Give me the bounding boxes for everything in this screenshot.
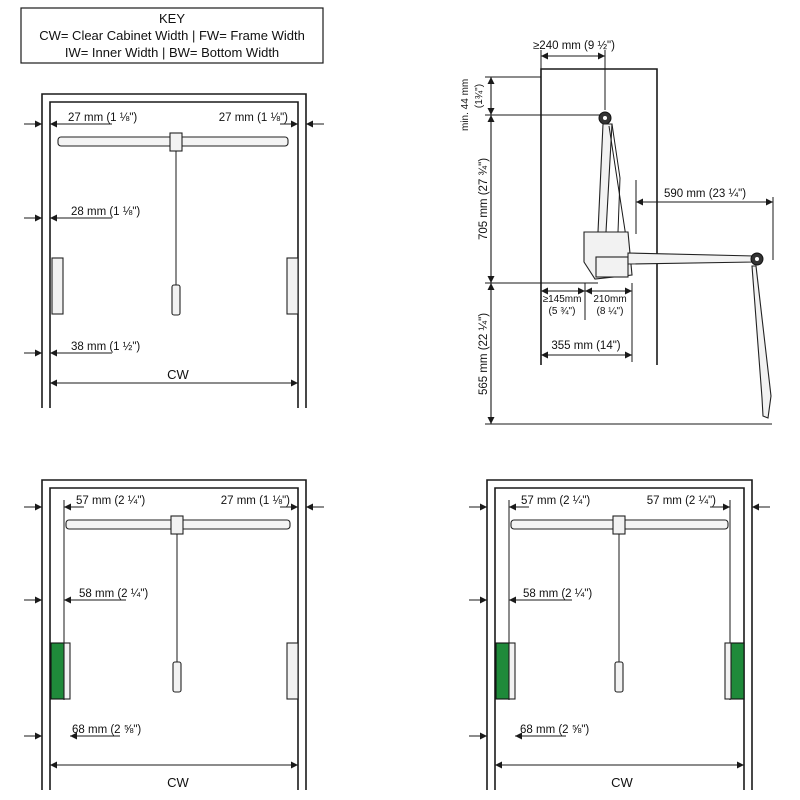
cw-label: CW	[167, 775, 189, 790]
key-title: KEY	[158, 11, 186, 26]
dim-bottom: 68 mm (2 ⅝")	[72, 724, 142, 736]
panel-bottom-right	[469, 480, 770, 790]
pull-handle	[172, 285, 180, 315]
rail-center-hub	[170, 133, 182, 151]
dim-bottom: 38 mm (1 ½")	[71, 341, 141, 353]
rail-center-hub	[613, 516, 625, 534]
dim-depth-b-inch: (8 ¼")	[596, 306, 624, 317]
key-line-1: CW= Clear Cabinet Width | FW= Frame Width	[39, 28, 305, 43]
cw-label: CW	[167, 367, 189, 382]
left-green-spacer	[496, 643, 509, 699]
lift-arm-back	[612, 124, 620, 232]
dim-mid: 58 mm (2 ¼")	[79, 588, 149, 600]
dim-reach: 590 mm (23 ¼")	[663, 188, 747, 200]
dim-right-top: 27 mm (1 ⅛")	[218, 112, 288, 124]
left-side-bracket	[64, 643, 70, 699]
right-side-bracket	[287, 643, 298, 699]
base-mount	[596, 257, 628, 277]
dim-left-top: 57 mm (2 ¼")	[76, 495, 146, 507]
dim-depth-a-inch: (5 ¾")	[548, 306, 576, 317]
left-side-bracket	[509, 643, 515, 699]
pull-handle	[173, 662, 181, 692]
dim-mid: 28 mm (1 ⅛")	[71, 206, 141, 218]
dim-left-top: 57 mm (2 ¼")	[521, 495, 591, 507]
right-green-spacer	[731, 643, 744, 699]
panel-top-left	[24, 94, 324, 408]
left-green-spacer	[51, 643, 64, 699]
lift-arm	[598, 124, 612, 232]
right-side-bracket	[287, 258, 298, 314]
panel-bottom-left	[24, 480, 324, 790]
dim-drop-height: 705 mm (27 ¾")	[478, 157, 490, 241]
dim-min-height: min. 44 mm	[460, 78, 471, 131]
key-line-2: IW= Inner Width | BW= Bottom Width	[64, 45, 280, 60]
rail-center-hub	[171, 516, 183, 534]
dim-depth-total: 355 mm (14")	[551, 340, 621, 352]
dim-right-top: 57 mm (2 ¼")	[646, 495, 716, 507]
dim-depth-a: ≥145mm	[542, 294, 582, 305]
panel-side-view	[460, 40, 773, 424]
dim-bottom: 68 mm (2 ⅝")	[520, 724, 590, 736]
dim-depth-b: 210mm	[593, 294, 627, 305]
dim-lower-height: 565 mm (22 ¼")	[478, 312, 490, 396]
extended-rod	[628, 253, 754, 264]
left-side-bracket	[52, 258, 63, 314]
dim-left-top: 27 mm (1 ⅛")	[68, 112, 138, 124]
key-box	[21, 8, 323, 63]
right-side-bracket	[725, 643, 731, 699]
cw-label: CW	[611, 775, 633, 790]
dim-mid: 58 mm (2 ¼")	[523, 588, 593, 600]
dim-top-width: ≥240 mm (9 ½")	[533, 40, 615, 52]
pull-handle	[615, 662, 623, 692]
dim-right-top: 27 mm (1 ⅛")	[220, 495, 290, 507]
pull-down-handle	[752, 266, 771, 418]
dim-min-height-inch: (1¾")	[474, 83, 485, 109]
